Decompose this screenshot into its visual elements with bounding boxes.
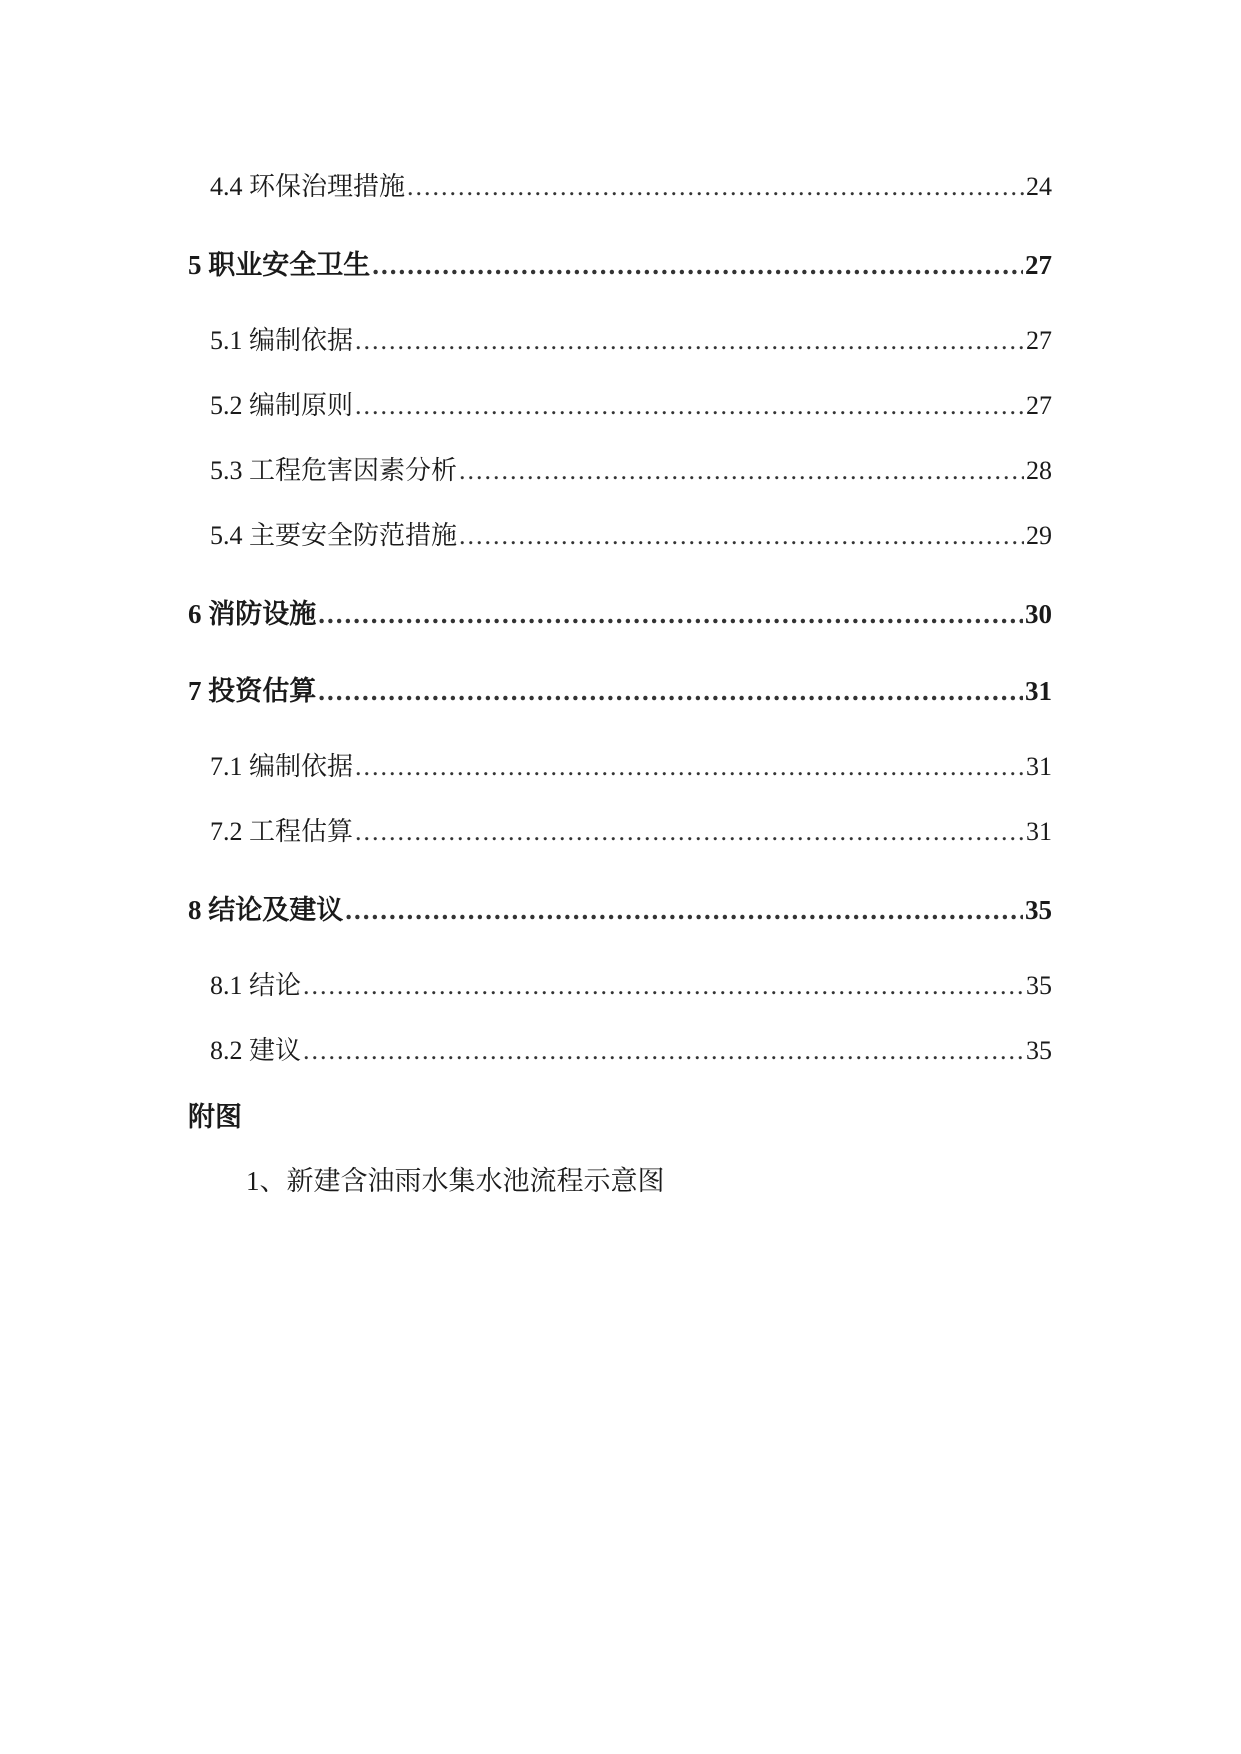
toc-entry[interactable]: [210, 515, 1052, 552]
toc-entry[interactable]: [210, 450, 1052, 487]
toc-page-number: 28: [1026, 456, 1052, 485]
toc-entry-label: 6 消防设施: [188, 599, 317, 629]
appendix-title: 附图: [188, 1102, 242, 1132]
appendix-item[interactable]: 1、新建含油雨水集水池流程示意图: [246, 1166, 665, 1196]
toc-dot-leader: [372, 250, 1023, 281]
toc-page-number: 35: [1025, 895, 1052, 925]
toc-entry-label: 5.4 主要安全防范措施: [210, 521, 458, 550]
toc-entry-label: 8.1 结论: [210, 971, 302, 1000]
toc-page-number: 31: [1025, 676, 1052, 706]
toc-page-number: 27: [1026, 391, 1052, 420]
toc-page-number: 30: [1025, 599, 1052, 629]
toc-page-number: 27: [1025, 250, 1052, 280]
toc-entry[interactable]: [210, 746, 1052, 783]
toc-entry[interactable]: [210, 965, 1052, 1002]
toc-entry[interactable]: [210, 166, 1052, 203]
toc-page-number: 35: [1026, 1036, 1052, 1065]
toc-entry-label: 8 结论及建议: [188, 895, 344, 925]
toc-entry[interactable]: [210, 811, 1052, 848]
toc-page-number: 31: [1026, 752, 1052, 781]
toc-dot-leader: [303, 1036, 1024, 1066]
toc-entry[interactable]: [210, 1030, 1052, 1067]
toc-page-number: 31: [1026, 817, 1052, 846]
toc-entry-label: 5 职业安全卫生: [188, 250, 371, 280]
toc-entry-label: 7.1 编制依据: [210, 752, 354, 781]
toc-dot-leader: [355, 817, 1024, 847]
toc-entry-label: 4.4 环保治理措施: [210, 172, 406, 201]
toc-page-number: 27: [1026, 326, 1052, 355]
toc-dot-leader: [318, 599, 1023, 630]
toc-dot-leader: [345, 895, 1023, 926]
toc-dot-leader: [459, 521, 1024, 551]
toc-chapter-entry[interactable]: [188, 888, 1052, 927]
toc-entry-label: 5.2 编制原则: [210, 391, 354, 420]
toc-dot-leader: [303, 971, 1024, 1001]
toc-entry-label: 8.2 建议: [210, 1036, 302, 1065]
toc-dot-leader: [355, 326, 1024, 356]
toc-entry[interactable]: [210, 385, 1052, 422]
toc-chapter-entry[interactable]: [188, 243, 1052, 282]
toc-entry-label: 5.3 工程危害因素分析: [210, 456, 458, 485]
toc-page-number: 35: [1026, 971, 1052, 1000]
toc-dot-leader: [459, 456, 1024, 486]
toc-page-number: 24: [1026, 172, 1052, 201]
toc-dot-leader: [318, 676, 1023, 707]
toc-page-number: 29: [1026, 521, 1052, 550]
toc-dot-leader: [407, 172, 1024, 202]
toc-entry-label: 7.2 工程估算: [210, 817, 354, 846]
toc-entry[interactable]: [210, 320, 1052, 357]
toc-entry-label: 5.1 编制依据: [210, 326, 354, 355]
toc-chapter-entry[interactable]: [188, 592, 1052, 631]
toc-chapter-entry[interactable]: [188, 669, 1052, 708]
toc-entry-label: 7 投资估算: [188, 676, 317, 706]
toc-dot-leader: [355, 752, 1024, 782]
toc-dot-leader: [355, 391, 1024, 421]
